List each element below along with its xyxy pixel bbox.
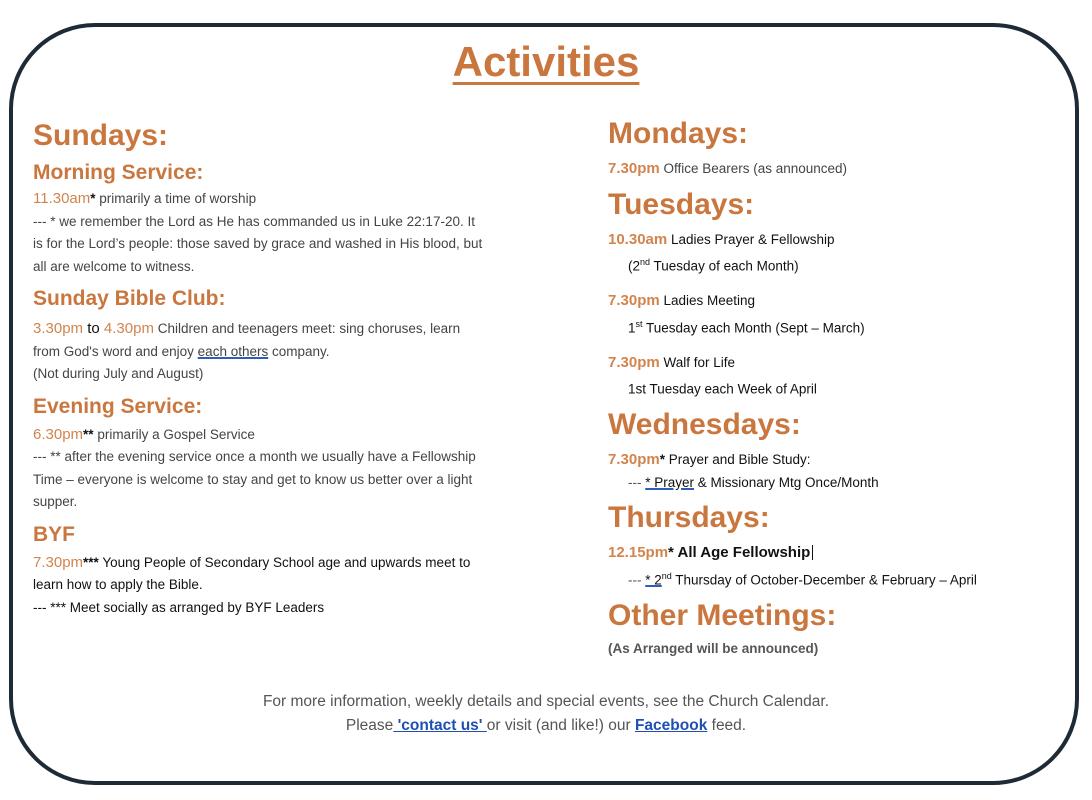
- tuesday-2-sup: st: [635, 318, 643, 329]
- right-column: [608, 116, 1078, 660]
- footer-line-1: For more information, weekly details and special events, see the Church Calendar.: [262, 693, 830, 710]
- left-column: [33, 118, 483, 619]
- wednesdays-line: [608, 449, 1078, 472]
- footer-middle: or visit (and like!) our: [486, 717, 635, 734]
- evening-note: --- ** after the evening service once a month we usually have a Fellowship Time – everyone is welcome to stay and get to know us better over a light supper.: [33, 449, 476, 509]
- byf-text: Young People of Secondary School age and upwards meet to learn how to apply the Bible.: [33, 554, 471, 592]
- bible-club-start: 3.30pm: [33, 320, 84, 337]
- byf-heading: BYF: [33, 522, 75, 546]
- evening-text: primarily a Gospel Service: [93, 426, 255, 442]
- wednesdays-sub-prefix: ---: [628, 474, 646, 490]
- tuesday-1-time: 10.30am: [608, 230, 668, 248]
- tuesday-2-sub-post: Tuesday each Month (Sept – March): [642, 320, 865, 335]
- tuesday-2-time: 7.30pm: [608, 292, 660, 309]
- byf-line: [33, 552, 483, 597]
- text-cursor: [812, 545, 817, 560]
- morning-service-line: [33, 188, 483, 211]
- sundays-heading: Sundays:: [33, 119, 169, 152]
- mondays-text: Office Bearers (as announced): [659, 161, 848, 176]
- other-meetings-heading: Other Meetings:: [608, 598, 837, 632]
- wednesdays-text: Prayer and Bible Study:: [664, 452, 811, 467]
- thursdays-heading: Thursdays:: [608, 501, 770, 534]
- evening-time: 6.30pm: [33, 425, 84, 443]
- tuesday-2-sub: [608, 313, 1078, 340]
- morning-service-heading: Morning Service:: [33, 161, 204, 184]
- bible-club-to: to: [83, 320, 104, 337]
- wednesdays-sub: [608, 472, 1078, 495]
- tuesday-1-sub: [608, 251, 1078, 278]
- tuesdays-heading: Tuesdays:: [608, 187, 755, 221]
- bible-club-desc-b: company.: [268, 343, 330, 359]
- bible-club-heading: Sunday Bible Club:: [33, 287, 226, 310]
- byf-note: --- *** Meet socially as arranged by BYF Leaders: [33, 599, 325, 615]
- wednesdays-heading: Wednesdays:: [608, 408, 801, 441]
- tuesday-1-sup: nd: [640, 257, 651, 267]
- facebook-link[interactable]: Facebook: [634, 717, 708, 734]
- tuesday-item-3: [608, 352, 1078, 375]
- thursdays-sup: nd: [661, 570, 672, 581]
- evening-service-heading: Evening Service:: [33, 394, 203, 418]
- tuesday-3-sub-pre: 1st Tuesday each Week of April: [628, 381, 817, 397]
- thursdays-text: * All Age Fellowship: [668, 544, 811, 561]
- byf-time: 7.30pm: [33, 553, 84, 571]
- thursdays-sub: [608, 565, 1078, 592]
- bible-club-note: (Not during July and August): [33, 366, 204, 381]
- bible-club-end: 4.30pm: [103, 320, 154, 337]
- morning-text: primarily a time of worship: [95, 191, 257, 206]
- thursdays-sub-underlined: * 2: [645, 572, 662, 587]
- morning-mark: *: [90, 191, 96, 206]
- morning-note: --- * we remember the Lord as He has commanded us in Luke 22:17-20. It is for the Lord’s people: those saved by grace and washed in His blood, but all are welcome to witness.: [33, 213, 483, 274]
- evening-mark: **: [83, 426, 94, 442]
- morning-time: 11.30am: [33, 190, 91, 207]
- tuesday-3-text: Walf for Life: [659, 354, 735, 370]
- thursdays-line: [608, 542, 1078, 565]
- thursdays-time: 12.15pm: [608, 544, 669, 561]
- tuesday-2-sub-pre: 1: [628, 320, 636, 335]
- thursdays-sub-rest: Thursday of October-December & February – April: [671, 572, 977, 587]
- mondays-time: 7.30pm: [608, 160, 660, 177]
- footer-end: feed.: [707, 717, 747, 734]
- wednesdays-sub-underlined: * Prayer: [645, 474, 695, 490]
- tuesday-2-text: Ladies Meeting: [659, 293, 756, 308]
- wednesdays-sub-rest: & Missionary Mtg Once/Month: [694, 474, 879, 490]
- wednesdays-time: 7.30pm: [608, 451, 660, 468]
- tuesday-item-1: [608, 229, 1078, 252]
- evening-service-line: [33, 424, 483, 447]
- wednesdays-mark: *: [659, 452, 665, 467]
- mondays-heading: Mondays:: [608, 117, 749, 150]
- tuesday-1-text: Ladies Prayer & Fellowship: [667, 231, 835, 247]
- tuesday-3-sub: [608, 374, 1078, 401]
- contact-us-link[interactable]: 'contact us': [393, 717, 487, 734]
- footer-line-2: [0, 714, 1092, 738]
- footer: [0, 690, 1092, 738]
- mondays-line: [608, 158, 1078, 181]
- tuesday-item-2: [608, 290, 1078, 313]
- tuesday-1-sub-post: Tuesday of each Month): [650, 258, 799, 274]
- tuesday-1-sub-pre: (2: [628, 258, 641, 274]
- each-others-underlined: each others: [197, 343, 269, 359]
- thursdays-sub-prefix: ---: [628, 572, 646, 587]
- footer-please: Please: [345, 717, 394, 734]
- bible-club-text: [33, 318, 483, 363]
- tuesday-3-time: 7.30pm: [608, 353, 660, 371]
- byf-mark: ***: [83, 554, 99, 570]
- other-meetings-text: (As Arranged will be announced): [608, 640, 819, 656]
- page-title: Activities: [452, 38, 640, 85]
- bible-club-desc-a: Children and teenagers meet: sing choruses, learn from God's word and enjoy: [33, 321, 461, 359]
